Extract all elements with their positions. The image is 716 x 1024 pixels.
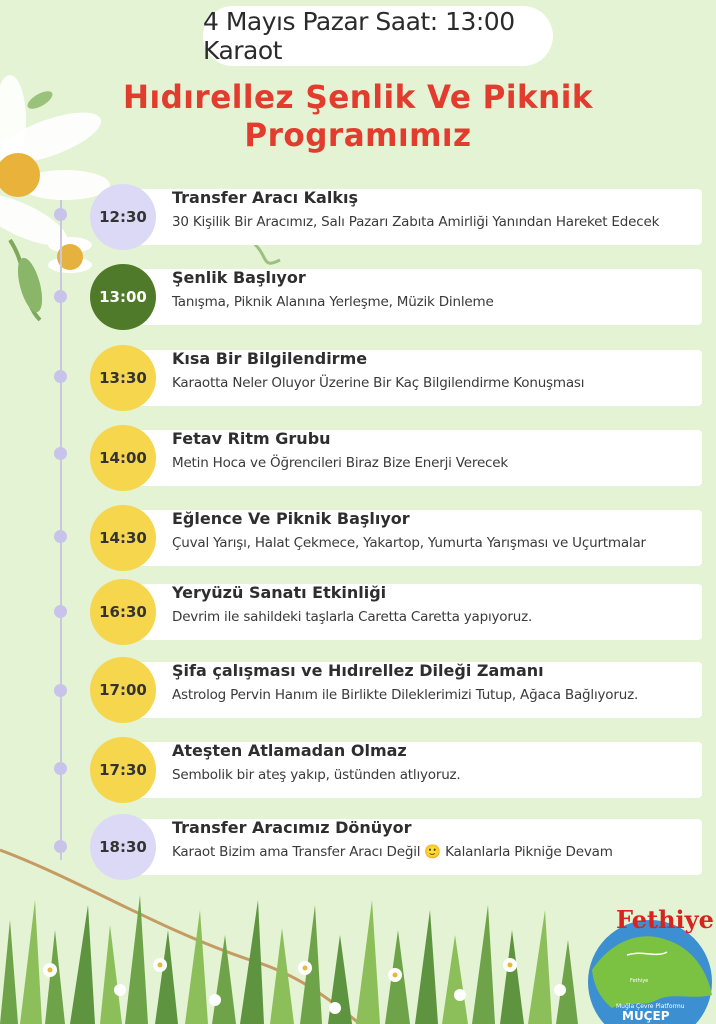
event-item — [90, 814, 702, 880]
event-description: Karaot Bizim ama Transfer Aracı Değil 🙂 Kalanlarla Pikniğe Devam — [172, 844, 613, 860]
logo-title: Fethiye — [616, 905, 714, 934]
logo-map-label: Fethiye — [630, 978, 649, 984]
logo-subtitle: Muğla Çevre Platformu — [616, 1003, 685, 1010]
event-item — [90, 579, 702, 645]
event-item — [90, 184, 702, 250]
event-time: 14:00 — [90, 425, 156, 491]
timeline-dot — [54, 290, 67, 303]
white-flowers-decoration — [43, 958, 566, 1014]
event-time: 12:30 — [90, 184, 156, 250]
event-time: 14:30 — [90, 505, 156, 571]
event-time: 18:30 — [90, 814, 156, 880]
event-item — [90, 425, 702, 491]
event-title: Transfer Aracı Kalkış — [172, 188, 358, 207]
event-title: Transfer Aracımız Dönüyor — [172, 818, 412, 837]
page-title: Hıdırellez Şenlik Ve Piknik Programımız — [123, 78, 593, 154]
timeline-dot — [54, 684, 67, 697]
event-time: 16:30 — [90, 579, 156, 645]
timeline-dot — [54, 208, 67, 221]
event-description: Karaotta Neler Oluyor Üzerine Bir Kaç Bilgilendirme Konuşması — [172, 375, 585, 391]
timeline-dot — [54, 605, 67, 618]
event-description: Tanışma, Piknik Alanına Yerleşme, Müzik Dinleme — [172, 294, 494, 310]
event-time: 17:00 — [90, 657, 156, 723]
grass-decoration — [0, 895, 578, 1024]
event-description: 30 Kişilik Bir Aracımız, Salı Pazarı Zabıta Amirliği Yanından Hareket Edecek — [172, 214, 660, 230]
event-title: Kısa Bir Bilgilendirme — [172, 349, 368, 368]
event-description: Astrolog Pervin Hanım ile Birlikte Dileklerimizi Tutup, Ağaca Bağlıyoruz. — [172, 687, 639, 703]
event-description: Çuval Yarışı, Halat Çekmece, Yakartop, Yumurta Yarışması ve Uçurtmalar — [172, 535, 646, 551]
event-item — [90, 264, 702, 330]
timeline-dot — [54, 840, 67, 853]
event-item — [90, 505, 702, 571]
event-title: Yeryüzü Sanatı Etkinliği — [172, 583, 387, 602]
event-time: 13:30 — [90, 345, 156, 411]
date-time-banner: 4 Mayıs Pazar Saat: 13:00 Karaot — [203, 6, 553, 66]
event-description: Metin Hoca ve Öğrencileri Biraz Bize Enerji Verecek — [172, 455, 509, 471]
timeline-dot — [54, 762, 67, 775]
event-item — [90, 345, 702, 411]
event-item — [90, 657, 702, 723]
event-description: Sembolik bir ateş yakıp, üstünden atlıyoruz. — [172, 767, 461, 783]
logo-acronym: MUÇEP — [622, 1009, 670, 1023]
timeline-dot — [54, 370, 67, 383]
event-title: Eğlence Ve Piknik Başlıyor — [172, 509, 410, 528]
event-time: 13:00 — [90, 264, 156, 330]
event-title: Fetav Ritm Grubu — [172, 429, 331, 448]
event-title: Şifa çalışması ve Hıdırellez Dileği Zamanı — [172, 661, 544, 680]
event-title: Şenlik Başlıyor — [172, 268, 306, 287]
timeline-dot — [54, 447, 67, 460]
event-time: 17:30 — [90, 737, 156, 803]
event-item — [90, 737, 702, 803]
event-description: Devrim ile sahildeki taşlarla Caretta Caretta yapıyoruz. — [172, 609, 533, 625]
event-title: Ateşten Atlamadan Olmaz — [172, 741, 407, 760]
timeline-dot — [54, 530, 67, 543]
